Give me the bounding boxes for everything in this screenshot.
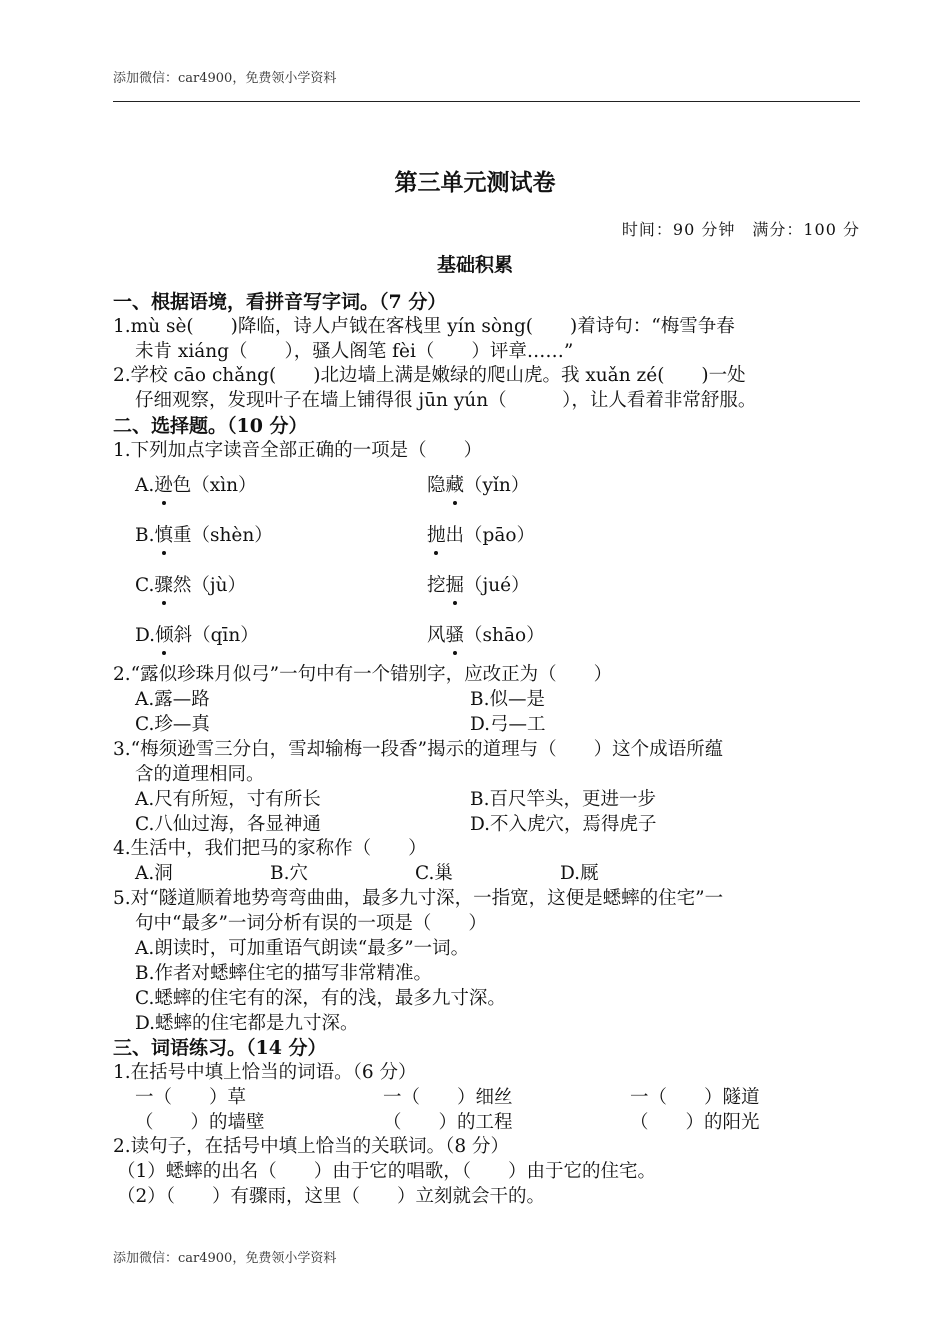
q5-option-b: B.作者对蟋蟀住宅的描写非常精准。: [135, 963, 432, 984]
q1-stem: 1.下列加点字读音全部正确的一项是（ ）: [113, 440, 483, 461]
q5-stem-cont: 句中“最多”一词分析有误的一项是（ ）: [135, 913, 487, 934]
q2-option-d: D.弓—工: [470, 714, 546, 735]
q2-option-c: C.珍—真: [135, 714, 210, 735]
s3-q1-blank: 一（ ）草: [135, 1087, 247, 1108]
q1-option-b-right: 抛出（pāo）: [427, 521, 535, 547]
q4-option-a: A.洞: [135, 863, 173, 884]
q4-option-b: B.穴: [270, 863, 308, 884]
s3-q2-stem: 2.读句子，在括号中填上恰当的关联词。（8 分）: [113, 1136, 510, 1157]
q1-option-c-right: 挖掘（jué）: [427, 571, 530, 597]
section-subtitle: 基础积累: [436, 254, 513, 276]
q5-option-c: C.蟋蟀的住宅有的深，有的浅，最多九寸深。: [135, 988, 506, 1009]
q1-option-b: B.慎重（shèn）: [135, 521, 273, 547]
q1-option-a-right: 隐藏（yǐn）: [427, 471, 529, 497]
q3-stem-cont: 含的道理相同。: [135, 764, 265, 785]
s3-q1-blank: 一（ ）细丝: [383, 1087, 513, 1108]
s3-q1-blank: （ ）的阳光: [630, 1112, 760, 1133]
s3-q1-blank: （ ）的墙壁: [135, 1112, 265, 1133]
q1-option-d-right: 风骚（shāo）: [427, 621, 545, 647]
page-title: 第三单元测试卷: [394, 169, 556, 196]
s3-q2-line: （1）蟋蟀的出名（ ）由于它的唱歌，（ ）由于它的住宅。: [117, 1161, 657, 1182]
header-note: 添加微信：car4900，免费领小学资料: [113, 71, 337, 86]
s1-line: 仔细观察，发现叶子在墙上铺得很 jūn yún（ ），让人看着非常舒服。: [135, 390, 757, 411]
q3-option-d: D.不入虎穴，焉得虎子: [470, 814, 657, 835]
q3-option-c: C.八仙过海，各显神通: [135, 814, 321, 835]
section2-heading: 二、选择题。（10 分）: [113, 415, 308, 437]
q5-option-d: D.蟋蟀的住宅都是九寸深。: [135, 1013, 359, 1034]
exam-meta: 时间：90 分钟 满分：100 分: [621, 220, 860, 239]
q2-option-b: B.似—是: [470, 689, 545, 710]
s3-q1-stem: 1.在括号中填上恰当的词语。（6 分）: [113, 1062, 417, 1083]
s3-q2-line: （2）（ ）有骤雨，这里（ ）立刻就会干的。: [117, 1186, 546, 1207]
q4-option-d: D.厩: [560, 863, 599, 884]
q2-stem: 2.“露似珍珠月似弓”一句中有一个错别字，应改正为（ ）: [113, 664, 613, 685]
s3-q1-blank: 一（ ）隧道: [630, 1087, 760, 1108]
q2-option-a: A.露—路: [135, 689, 210, 710]
q5-option-a: A.朗读时，可加重语气朗读“最多”一词。: [135, 938, 470, 959]
q1-option-c: C.骤然（jù）: [135, 571, 246, 597]
s1-line: 2.学校 cāo chǎng( )北边墙上满是嫩绿的爬山虎。我 xuǎn zé( )一处: [113, 365, 746, 386]
q4-option-c: C.巢: [415, 863, 453, 884]
q3-option-a: A.尺有所短，寸有所长: [135, 789, 321, 810]
q3-stem: 3.“梅须逊雪三分白，雪却输梅一段香”揭示的道理与（ ）这个成语所蕴: [113, 739, 724, 760]
s1-line: 1.mù sè( )降临，诗人卢钺在客栈里 yín sòng( )着诗句：“梅雪争春: [113, 316, 735, 337]
q5-stem: 5.对“隧道顺着地势弯弯曲曲，最多九寸深，一指宽，这便是蟋蟀的住宅”一: [113, 888, 724, 909]
footer-note: 添加微信：car4900，免费领小学资料: [113, 1251, 337, 1266]
section1-heading: 一、根据语境，看拼音写字词。（7 分）: [113, 291, 447, 313]
q3-option-b: B.百尺竿头，更进一步: [470, 789, 656, 810]
q1-option-d: D.倾斜（qīn）: [135, 621, 259, 647]
s1-line: 未肯 xiáng（ ），骚人阁笔 fèi（ ）评章……”: [135, 341, 574, 362]
header-rule: [113, 101, 860, 102]
q1-option-a: A.逊色（xìn）: [135, 471, 257, 497]
section3-heading: 三、词语练习。（14 分）: [113, 1037, 327, 1059]
q4-stem: 4.生活中，我们把马的家称作（ ）: [113, 838, 427, 859]
s3-q1-blank: （ ）的工程: [383, 1112, 513, 1133]
